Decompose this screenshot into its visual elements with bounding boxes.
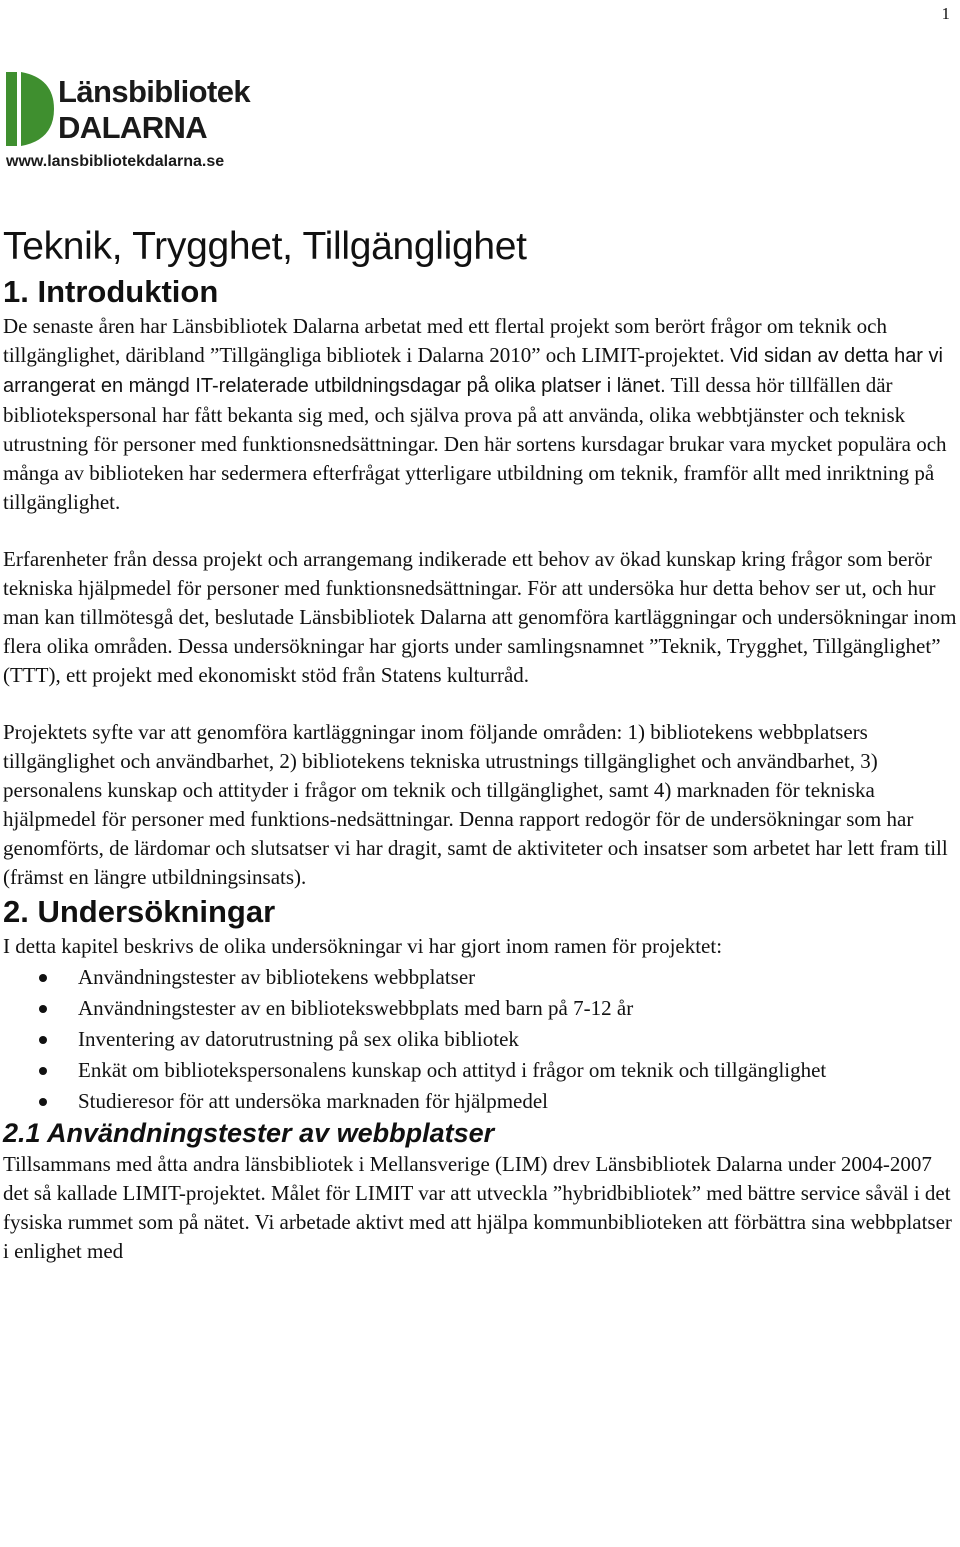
list-item-text: Inventering av datorutrustning på sex olika bibliotek	[78, 1027, 519, 1051]
bullet-icon	[39, 1036, 47, 1044]
document-title: Teknik, Trygghet, Tillgänglighet	[3, 225, 527, 268]
section-heading-undersokningar: 2. Undersökningar	[3, 894, 276, 929]
intro-paragraph-3: Projektets syfte var att genomföra kartläggningar inom följande områden: 1) bibliotekens webbplatsers tillgänglighet och användbarhet, 2) bibliotekens tekniska utrustnings tillgänglighet och användbarhet, 3) personalens kunskap och attityder i frågor om teknik och tillgänglighet, samt 4) marknaden för tekniska hjälpmedel för personer med funktions-nedsättningar. Denna rapport redogör för de undersökningar som har genomförts, de lärdomar och slutsatser vi har dragit, samt de aktiviteter och insatser som arbetet har lett fram till (främst en längre utbildningsinsats).	[3, 720, 948, 889]
logo-text-dalarna: DALARNA	[58, 110, 208, 145]
list-item	[3, 1087, 958, 1116]
bullet-icon	[39, 1098, 47, 1106]
page-number: 1	[941, 4, 950, 23]
intro-paragraph-1-part-b: Vid sidan av detta har vi arrangerat en mängd IT-relaterade utbildningsdagar på olika platser i länet.	[3, 345, 943, 397]
bullet-icon	[39, 974, 47, 982]
bullet-icon	[39, 1005, 47, 1013]
lansbibliotek-dalarna-logo	[6, 70, 251, 176]
subsection-heading-anvandningstester: 2.1 Användningstester av webbplatser	[3, 1118, 495, 1148]
undersokningar-intro: I detta kapitel beskrivs de olika undersökningar vi har gjort inom ramen för projektet:	[3, 934, 723, 958]
section-heading-introduktion: 1. Introduktion	[3, 274, 219, 309]
intro-paragraph-1-part-c: Till dessa hör tillfällen där bibliotekspersonal har fått bekanta sig med, och själva prova på att använda, olika webbtjänster och teknisk utrustning för personer med funktionsnedsättningar. Den här sortens kursdagar brukar vara mycket populära och många av biblioteken har sedermera efterfrågat ytterligare utbildning om teknik, framför allt med inriktning på tillgänglighet.	[3, 373, 947, 514]
list-item-text: Enkät om bibliotekspersonalens kunskap och attityd i frågor om teknik och tillgänglighet	[78, 1058, 827, 1082]
list-item	[3, 994, 958, 1023]
intro-paragraph-2: Erfarenheter från dessa projekt och arrangemang indikerade ett behov av ökad kunskap kring frågor som berör tekniska hjälpmedel för personer med funktionsnedsättningar. För att undersöka hur detta behov ser ut, och hur man kan tillmötesgå det, beslutade Länsbibliotek Dalarna att genomföra kartläggningar och undersökningar inom flera olika områden. Dessa undersökningar har gjorts under samlingsnamnet ”Teknik, Trygghet, Tillgänglighet” (TTT), ett projekt med ekonomiskt stöd från Statens kulturråd.	[3, 547, 957, 687]
list-item-text: Användningstester av bibliotekens webbplatser	[78, 965, 476, 989]
bullet-icon	[39, 1067, 47, 1075]
list-item-text: Användningstester av en bibliotekswebbplats med barn på 7-12 år	[78, 996, 634, 1020]
list-item-text: Studieresor för att undersöka marknaden för hjälpmedel	[78, 1089, 549, 1113]
logo-url: www.lansbibliotekdalarna.se	[6, 153, 225, 170]
anvandningstester-paragraph: Tillsammans med åtta andra länsbibliotek i Mellansverige (LIM) drev Länsbibliotek Dalarna under 2004-2007 det så kallade LIMIT-projektet. Målet för LIMIT var att utveckla ”hybridbibliotek” med bättre service såväl i det fysiska rummet som på nätet. Vi arbetade aktivt med att hjälpa kommunbiblioteken att förbättra sina webbplatser i enlighet med	[3, 1152, 952, 1263]
list-item	[3, 1025, 958, 1054]
list-item	[3, 963, 958, 992]
survey-list	[3, 963, 958, 1116]
intro-paragraph-1-part-a: De senaste åren har Länsbibliotek Dalarna arbetat med ett flertal projekt som berört frågor om teknik och tillgänglighet, däribland ”Tillgängliga bibliotek i Dalarna 2010” och LIMIT-projektet.	[3, 314, 887, 367]
list-item	[3, 1056, 958, 1085]
logo-text-lansbibliotek: Länsbibliotek	[58, 74, 251, 109]
document-body	[3, 222, 958, 1266]
logo-d-mark-icon	[6, 70, 56, 150]
intro-paragraph-1	[3, 312, 958, 517]
